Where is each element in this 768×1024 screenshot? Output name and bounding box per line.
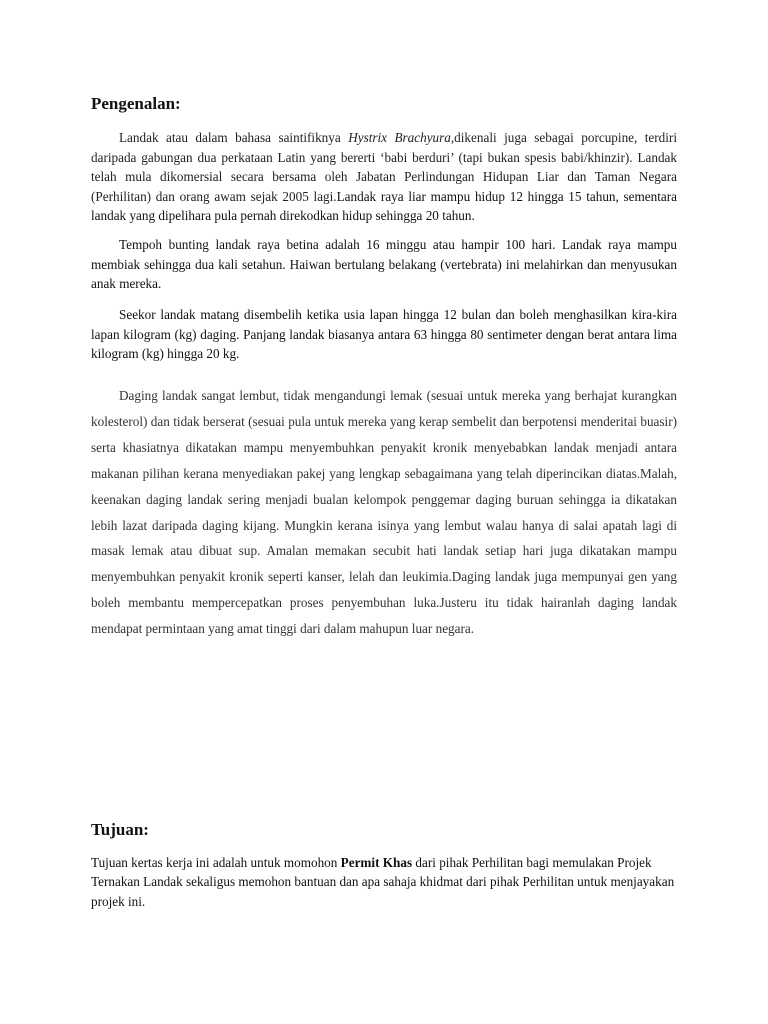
paragraph-text: dari pihak Perhilitan bagi memulakan Projek Ternakan Landak sekaligus memohon bantuan dan apa sahaja khidmat dari pihak Perhilitan untuk menjayakan projek ini. [91,855,675,909]
paragraph-text: ,dikenali juga sebagai porcupine, terdiri daripada gabungan dua perkataan Latin yang bererti ‘babi berduri’ (tapi bukan spesis babi/khinzir). Landak telah mula dikomersial secara bersama oleh Jabatan Perlindungan Hidupan Liar dan Taman Negara (Perhilitan) dan orang awam sejak 2005 lagi. [91,130,677,204]
section-heading-pengenalan: Pengenalan: [91,94,181,113]
paragraph-introduction [91,128,677,226]
paragraph-meat-benefits [91,383,677,642]
paragraph-text: Landak atau dalam bahasa saintifiknya [119,130,349,145]
paragraph-text: Tujuan kertas kerja ini adalah untuk momohon [91,855,341,870]
paragraph-text: Seekor landak matang disembelih ketika usia lapan hingga 12 bulan dan boleh menghasilkan kira-kira lapan kilogram (kg) daging. Panjang landak biasanya antara 63 hingga 80 sentimeter dengan berat antara lima kilogram (kg) hingga 20 kg. [91,307,677,361]
section-heading-tujuan: Tujuan: [91,820,149,839]
paragraph-text: Daging landak sangat lembut, tidak mengandungi lemak (sesuai untuk mereka yang berhajat kurangkan kolesterol) dan tidak berserat (sesuai pula untuk mereka yang kerap sembelit dan berpotensi menderitai buasir) serta khasiatnya dikatakan mampu menyembuhkan penyakit kronik menyebabkan landak menjadi antara makanan pilihan kerana menyediakan pakej yang lengkap sebagaimana yang telah diperincikan diatas.Malah, keenakan daging landak sering menjadi bualan kelompok penggemar daging buruan sehingga ia dikatakan lebih lazat daripada daging kijang. Mungkin kerana isinya yang lembut walau hanya di salai apatah lagi di masak lemak atau dibuat sup. Amalan memakan secubit hati landak setiap hari juga dikatakan mampu menyembuhkan penyakit kronik seperti kanser, lelah dan leukimia.Daging landak juga mempunyai gen yang boleh membantu mempercepatkan proses penyembuhan luka.Justeru itu tidak hairanlah daging landak mendapat permintaan yang amat tinggi dari dalam mahupun luar negara. [91,388,677,637]
paragraph-gestation [91,235,677,294]
species-name: Hystrix Brachyura [348,130,451,145]
paragraph-text: Tempoh bunting landak raya betina adalah 16 minggu atau hampir 100 hari. Landak raya mampu membiak sehingga dua kali setahun. Haiwan bertulang belakang (vertebrata) ini melahirkan dan menyusukan anak mereka. [91,237,677,291]
paragraph-purpose [91,853,691,911]
paragraph-text: Landak raya liar mampu hidup 12 hingga 15 tahun, sementara landak yang dipelihara pula pernah direkodkan hidup sehingga 20 tahun. [91,188,678,223]
permit-khas-text: Permit Khas [340,855,413,870]
paragraph-slaughter [91,305,677,364]
